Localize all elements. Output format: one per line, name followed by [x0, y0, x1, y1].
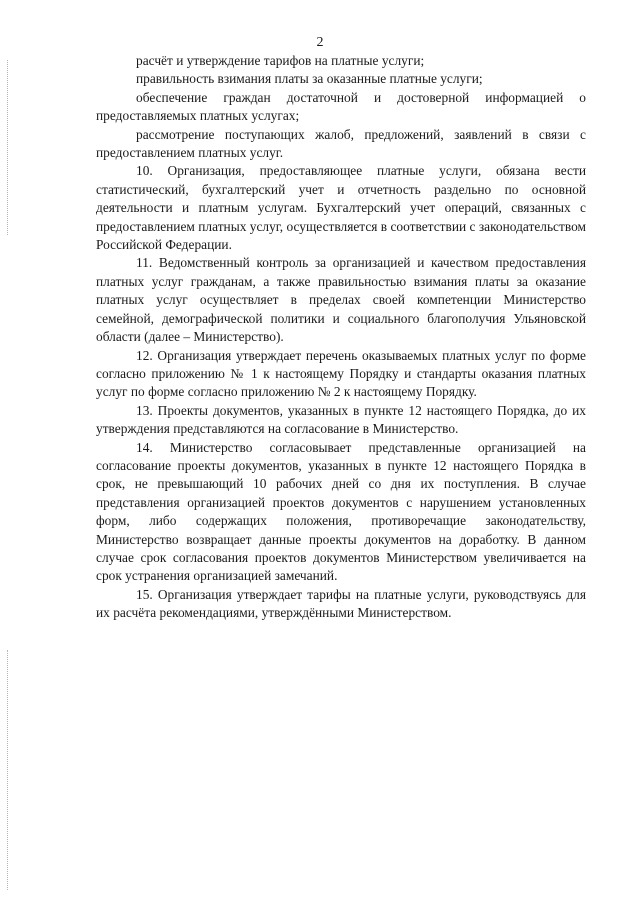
paragraph-payment-correctness: правильность взимания платы за оказанные платные услуги; — [136, 71, 483, 87]
paragraph-clause-13: 13. Проекты документов, указанных в пункте 12 настоящего Порядка, до их утверждения представляются на согласование в Министерство. — [96, 402, 586, 437]
paragraph-tariff-calculation: расчёт и утверждение тарифов на платные услуги; — [136, 53, 425, 68]
paragraph-citizen-information: обеспечение граждан достаточной и достоверной информацией о предоставляемых платных услугах; — [96, 89, 586, 124]
scan-edge-mark — [7, 60, 8, 235]
page-number: 2 — [316, 35, 324, 50]
document-body — [96, 52, 586, 623]
scan-edge-mark — [7, 650, 8, 890]
paragraph-clause-11: 11. Ведомственный контроль за организацией и качеством предоставления платных услуг гражданам, а также правильностью взимания платы за оказание платных услуг осуществляет в пределах своей компетенции Министерство семейной, демографической политики и социального благополучия Ульяновской области (далее – Министерство). — [96, 255, 586, 345]
paragraph-complaints: рассмотрение поступающих жалоб, предложений, заявлений в связи с предоставлением платных услуг. — [96, 126, 586, 161]
paragraph-clause-10: 10. Организация, предоставляющее платные услуги, обязана вести статистический, бухгалтерский учет и отчетность раздельно по основной деятельности и платным услугам. Бухгалтерский учет операций, связанных с предоставлением платных услуг, осуществляется в соответствии с законодательством Российской Федерации. — [96, 163, 586, 253]
paragraph-clause-12: 12. Организация утверждает перечень оказываемых платных услуг по форме согласно приложению № 1 к настоящему Порядку и стандарты оказания платных услуг по форме согласно приложению № 2 к настоящему Порядку. — [96, 347, 586, 400]
paragraph-clause-14: 14. Министерство согласовывает представленные организацией на согласование проекты документов, указанных в пункте 12 настоящего Порядка в срок, не превышающий 10 рабочих дней со дня их поступления. В случае представления организацией проектов документов с нарушением установленных форм, либо содержащих положения, противоречащие законодательству, Министерство возвращает данные проекты документов на доработку. В данном случае срок согласования проектов документов Министерством увеличивается на срок устранения организацией замечаний. — [96, 439, 586, 584]
paragraph-clause-15: 15. Организация утверждает тарифы на платные услуги, руководствуясь для их расчёта рекомендациями, утверждёнными Министерством. — [96, 586, 586, 621]
